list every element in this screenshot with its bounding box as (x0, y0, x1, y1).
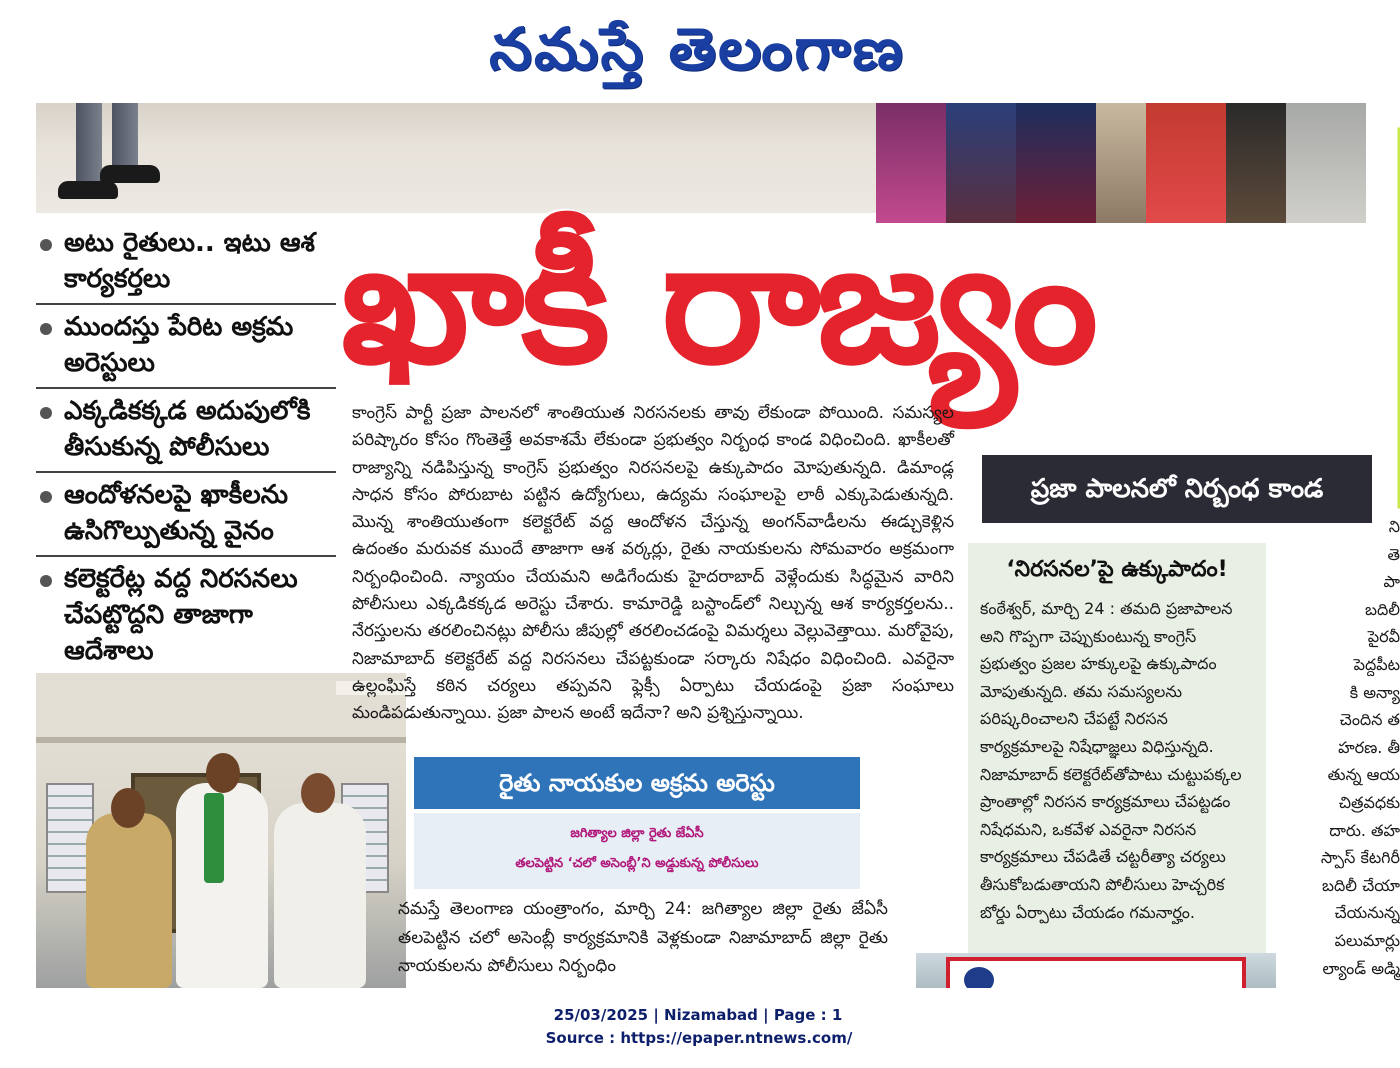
right-column-line: చిత్రవధకు (1338, 792, 1400, 812)
photo-head (111, 788, 145, 828)
photo-figure-leg (76, 103, 102, 183)
right-column-line: బదిలీ చేయా (1322, 875, 1400, 895)
bullet-text: ముందస్తు పేరిట అక్రమ అరెస్టులు (64, 312, 294, 378)
bullet-item (36, 473, 336, 557)
section-title-box: ప్రజా పాలనలో నిర్బంధ కాండ (982, 455, 1372, 523)
highlight-bullets (36, 221, 336, 675)
right-column-line: పైరవీ (1367, 627, 1400, 647)
bullet-item (36, 221, 336, 305)
bullet-text: కలెక్టరేట్ల వద్ద నిరసనలు చేపట్టొద్దని తాజాగా ఆదేశాలు (64, 564, 298, 666)
right-column-line: ని (1388, 517, 1400, 536)
bullet-dot-icon (40, 239, 52, 251)
farmer-story-heading: రైతు నాయకుల అక్రమ అరెస్టు (414, 757, 860, 809)
bullet-item (36, 389, 336, 473)
footer-source-link[interactable]: Source : https://epaper.ntnews.com/ (545, 1029, 853, 1047)
farmer-story-text: నమస్తే తెలంగాణ యంత్రాంగం, మార్చి 24: జగిత్యాల జిల్లా రైతు జేఏసీ తలపెట్టిన చలో అసెంబ్లీ కార్యక్రమానికి వెళ్లకుండా నిజామాబాద్ జిల్లా రైతు నాయకులను పోలీసులు నిర్బంధిం (398, 899, 888, 976)
right-column-line: స్పాస్ కేటగిరీ (1320, 848, 1400, 868)
bullet-text: ఎక్కడికక్కడ అదుపులోకి తీసుకున్న పోలీసులు (64, 396, 311, 462)
police-badge-icon (964, 967, 994, 988)
farmer-sub-line-1: జగిత్యాల జిల్లా రైతు జేఏసీ (570, 826, 704, 841)
bullet-dot-icon (40, 491, 52, 503)
right-column-line: పెద్దపీట (1353, 654, 1400, 674)
farmer-story-subheading (414, 813, 860, 889)
right-column-line: కి అన్యా (1349, 682, 1400, 702)
bullet-item (36, 305, 336, 389)
right-column-line: పా (1383, 572, 1400, 592)
warning-board-photo (916, 953, 1276, 988)
bullet-text: ఆందోళనలపై ఖాకీలను ఉసిగొల్పుతున్న వైనం (64, 480, 288, 546)
right-column-line: దారు. తహ (1329, 820, 1400, 840)
masthead-title: నమస్తే తెలంగాణ (489, 15, 905, 83)
photo-green-scarf (204, 793, 224, 883)
side-story-box (968, 543, 1266, 988)
main-article-text: కాంగ్రెస్ పార్టీ ప్రజా పాలనలో శాంతియుత నిరసనలకు తావు లేకుండా పోయింది. సమస్యల పరిష్కారం కోసం గొంతెత్తే అవకాశమే లేకుండా ప్రభుత్వం నిర్బంధ కాండ విధించింది. ఖాకీలతో రాజ్యాన్ని నడిపిస్తున్న కాంగ్రెస్ ప్రభుత్వం నిరసనలపై ఉక్కుపాదం మోపుతున్నది. డిమాండ్ల సాధన కోసం పోరుబాట పట్టిన ఉద్యోగులు, ఉద్యమ సంఘాలపై లాఠీ ఎక్కుపెడుతున్నది. మొన్న శాంతియుతంగా కలెక్టరేట్ వద్ద ఆందోళన చేస్తున్న అంగన్‌వాడీలను ఈడ్చుకెళ్లిన ఉదంతం మరువక ముందే తాజాగా ఆశ వర్కర్లు, రైతు నాయకులను సోమవారం అక్రమంగా నిర్బంధించింది. న్యాయం చేయమని అడిగేందుకు హైదరాబాద్ వెళ్లేందుకు సిద్ధమైన వారిని పోలీసులు ఎక్కడికక్కడ అరెస్టు చేశారు. కామారెడ్డి బస్టాండ్‌లో నిల్చున్న ఆశ కార్యకర్తలను.. నేరస్తులను తరలించినట్లు పోలీసు జీపుల్లో తరలించడంపై విమర్శలు వెల్లువెత్తాయి. మరోవైపు, నిజామాబాద్ కలెక్టరేట్ వద్ద నిరసనలు చేపట్టకుండా సర్కారు నిషేధం విధించింది. ఎవరైనా ఉల్లంఘిస్తే కఠిన చర్యలు తప్పవని ఫ్లెక్సీ ఏర్పాటు చేయడంపై ప్రజా సంఘాలు మండిపడుతున్నాయి. ప్రజా పాలన అంటే ఇదేనా? అని ప్రశ్నిస్తున్నాయి. (352, 403, 954, 724)
bullet-text: అటు రైతులు.. ఇటు ఆశ కార్యకర్తలు (64, 228, 315, 294)
photo-police-officer (86, 813, 172, 988)
main-headline: ఖాకీ రాజ్యం (341, 204, 1095, 402)
right-column-line: తె (1387, 544, 1400, 564)
photo-shoe (58, 181, 118, 199)
right-column-line: బదిలీ (1364, 599, 1400, 619)
right-column-line: ల్యాండ్ అడ్మి (1322, 958, 1400, 978)
photo-head (206, 753, 240, 793)
right-column-line: తున్న ఆయ (1327, 765, 1400, 785)
right-column-line: చేయనున్న (1334, 903, 1400, 923)
right-column-line: హరణ. తీ (1338, 737, 1400, 757)
newspaper-masthead (0, 6, 1400, 98)
farmer-sub-line-2: తలపెట్టిన ‘చలో అసెంబ్లీ’ని అడ్డుకున్న పోలీసులు (515, 856, 759, 871)
side-story-text: కంఠేశ్వర్, మార్చి 24 : తమది ప్రజాపాలన అని గొప్పగా చెప్పుకుంటున్న కాంగ్రెస్ ప్రభుత్వం ప్రజల హక్కులపై ఉక్కుపాదం మోపుతున్నది. తమ సమస్యలను పరిష్కరించాలని చేపట్టే నిరసన కార్యక్రమాలపై నిషేధాజ్ఞలు విధిస్తున్నది. నిజామాబాద్ కలెక్టరేట్‌తోపాటు చుట్టుపక్కల ప్రాంతాల్లో నిరసన కార్యక్రమాలు చేపట్టడం నిషేధమని, ఒకవేళ ఎవరైనా నిరసన కార్యక్రమాలు చేపడితే చట్టరీత్యా చర్యలు తీసుకోబడుతాయని పోలీసులు హెచ్చరిక బోర్డు ఏర్పాటు చేయడం గమనార్హం. (980, 599, 1242, 922)
bullet-dot-icon (40, 323, 52, 335)
side-story-heading: ‘నిరసనల’పై ఉక్కుపాదం! (1006, 557, 1228, 582)
bullet-dot-icon (40, 575, 52, 587)
right-column-cutoff (1288, 513, 1400, 982)
photo-farmer (274, 803, 366, 988)
page-footer (0, 1004, 1400, 1050)
right-column-line: చెందిన త (1339, 710, 1400, 730)
newspaper-page (36, 103, 1400, 988)
right-column-line: పలుమార్లు (1334, 930, 1400, 950)
photo-shoe (100, 165, 160, 183)
photo-head (301, 773, 335, 813)
bullet-item (36, 557, 336, 675)
bullet-dot-icon (40, 407, 52, 419)
farmer-leaders-photo (36, 673, 406, 988)
footer-edition-info: 25/03/2025 | Nizamabad | Page : 1 (553, 1006, 843, 1024)
